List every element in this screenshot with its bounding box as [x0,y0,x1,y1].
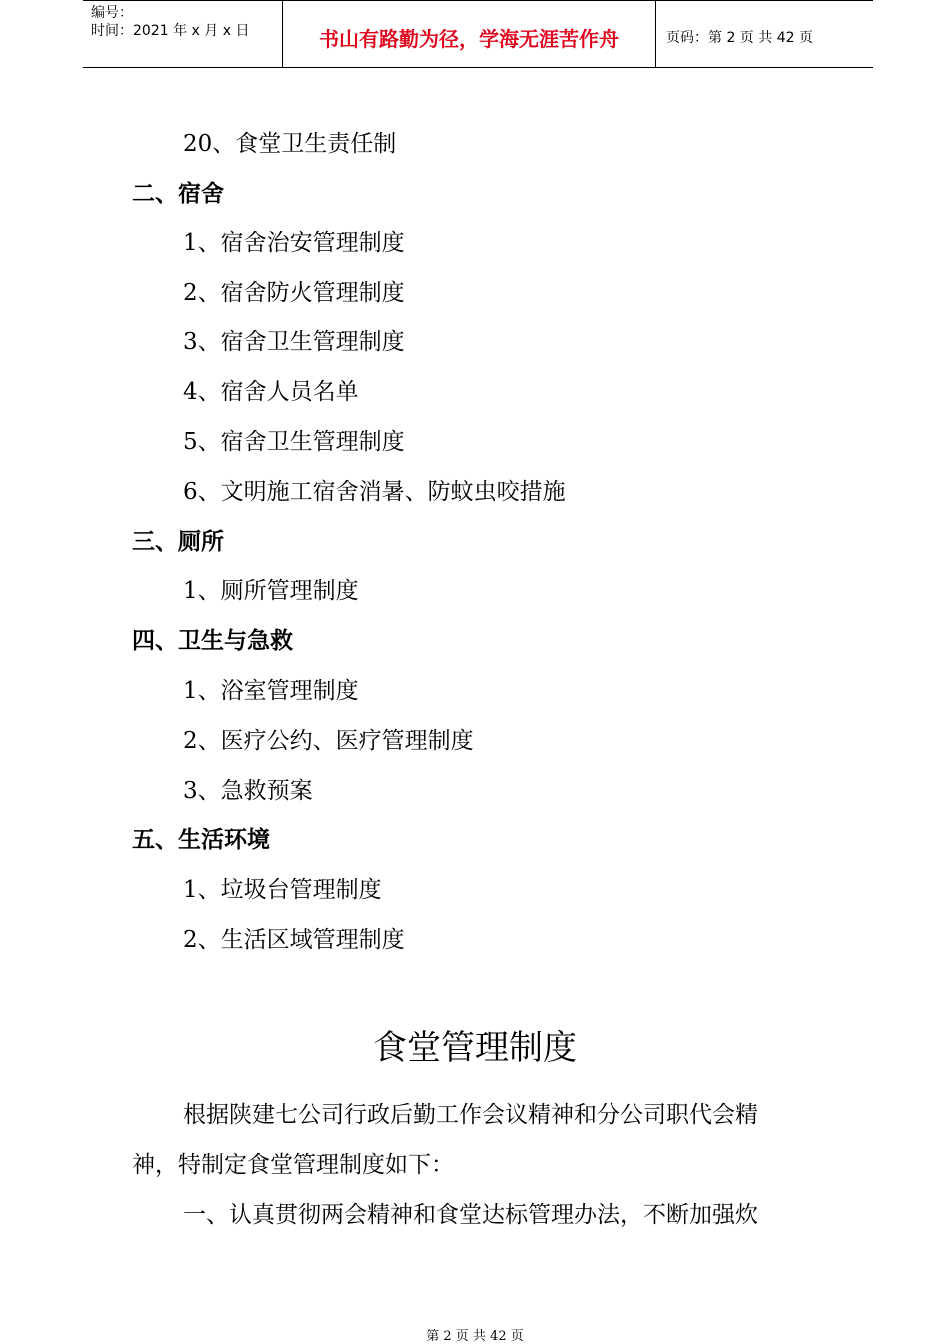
paragraph-line: 根据陕建七公司行政后勤工作会议精神和分公司职代会精 [183,1102,758,1128]
toc-item: 3、宿舍卫生管理制度 [183,329,405,355]
toc-item: 1、宿舍治安管理制度 [183,230,405,256]
toc-item: 20、食堂卫生责任制 [183,131,397,157]
document-title: 食堂管理制度 [373,1028,577,1068]
paragraph-line: 神，特制定食堂管理制度如下： [132,1152,454,1178]
document-number-label: 编号： [91,5,133,21]
toc-item: 2、生活区域管理制度 [183,927,405,953]
paragraph-line: 一、认真贯彻两会精神和食堂达标管理办法，不断加强炊 [183,1202,758,1228]
page-header [83,0,873,68]
motto-text: 书山有路勤为径，学海无涯苦作舟 [319,27,619,51]
section-heading: 四、卫生与急救 [132,628,293,654]
toc-item: 3、急救预案 [183,778,313,804]
toc-item: 2、医疗公约、医疗管理制度 [183,728,474,754]
header-motto-cell [283,1,656,68]
section-heading: 三、厕所 [132,529,224,555]
page-footer: 第 2 页 共 42 页 [426,1329,524,1344]
toc-item: 5、宿舍卫生管理制度 [183,429,405,455]
toc-item: 6、文明施工宿舍消暑、防蚊虫咬措施 [183,479,566,505]
toc-item: 2、宿舍防火管理制度 [183,280,405,306]
toc-item: 1、厕所管理制度 [183,578,359,604]
section-heading: 五、生活环境 [132,827,270,853]
page-info: 页码：第 2 页 共 42 页 [666,30,813,46]
toc-item: 1、垃圾台管理制度 [183,877,382,903]
section-heading: 二、宿舍 [132,181,224,207]
document-time-label: 时间：2021 年 x 月 x 日 [91,23,250,39]
header-page-cell [656,1,873,68]
toc-item: 1、浴室管理制度 [183,678,359,704]
toc-item: 4、宿舍人员名单 [183,379,359,405]
header-meta-cell [83,1,283,68]
